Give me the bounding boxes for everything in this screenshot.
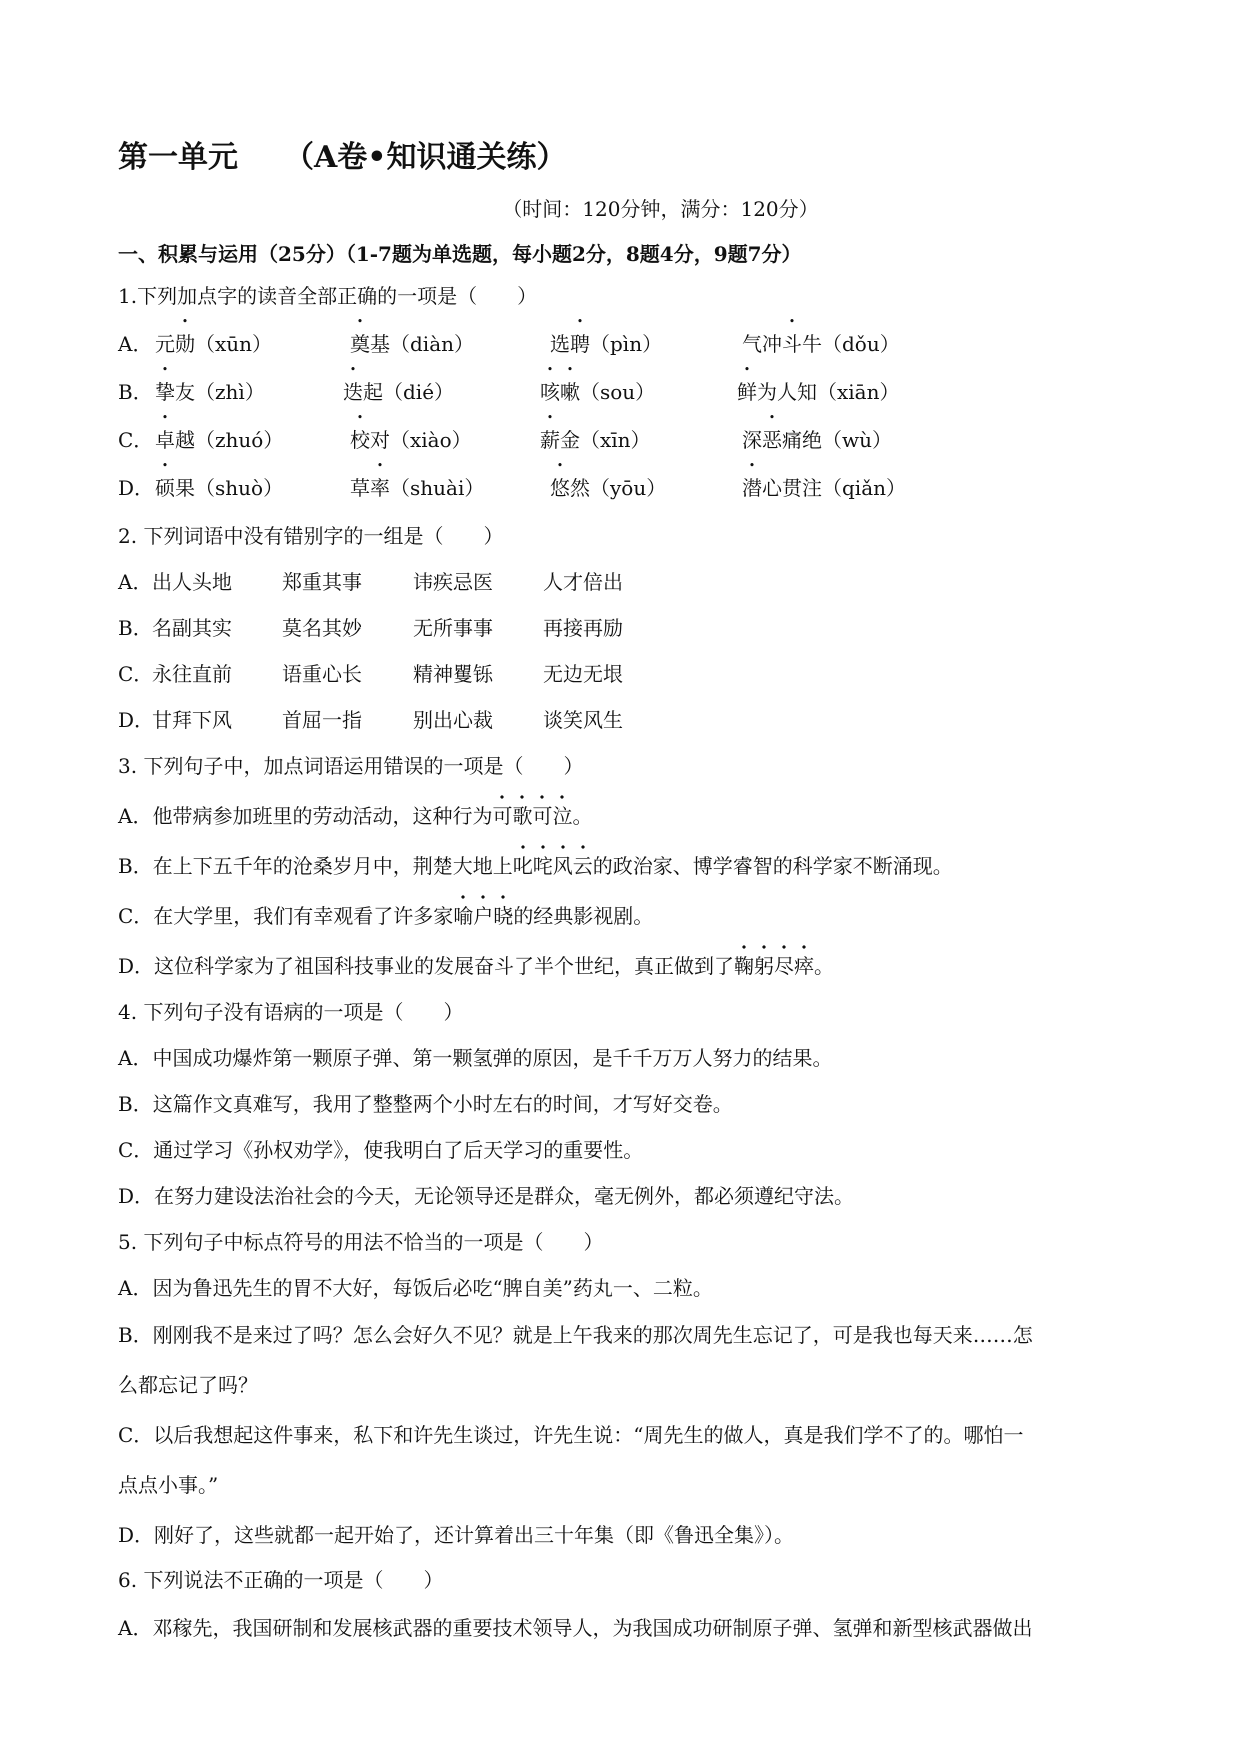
word: 精神矍铄 <box>413 662 493 686</box>
option-item: 元勋（xūn） <box>155 332 273 356</box>
option-item: 潜心贯注（qiǎn） <box>742 476 907 500</box>
word: 语重心长 <box>282 662 362 686</box>
question-6-stem: 6. 下列说法不正确的一项是（ ） <box>118 1568 444 1592</box>
question-6-option-a-line1: A．邓稼先，我国研制和发展核武器的重要技术领导人，为我国成功研制原子弹、氢弹和新型核武器做出 <box>118 1616 1033 1640</box>
question-5-stem: 5. 下列句子中标点符号的用法不恰当的一项是（ ） <box>118 1230 604 1254</box>
option-item: 挚友（zhì） <box>155 380 265 404</box>
option-item: 鲜为人知（xiān） <box>737 380 900 404</box>
question-2-stem: 2. 下列词语中没有错别字的一组是（ ） <box>118 524 504 548</box>
word: 甘拜下风 <box>152 708 232 732</box>
option-item: 迭起（dié） <box>343 380 455 404</box>
time-score-info: （时间：120分钟，满分：120分） <box>502 197 819 221</box>
word: 永往直前 <box>152 662 232 686</box>
option-letter: D． <box>118 708 155 732</box>
option-letter: D． <box>118 476 155 500</box>
unit-title: 第一单元 <box>118 140 238 175</box>
word: 莫名其妙 <box>282 616 362 640</box>
question-5-option-c-line2: 点点小事。” <box>118 1473 219 1497</box>
word: 名副其实 <box>152 616 232 640</box>
word: 无边无垠 <box>543 662 623 686</box>
word: 再接再励 <box>543 616 623 640</box>
option-item: 薪金（xīn） <box>540 428 651 452</box>
question-3-option-d: D．这位科学家为了祖国科技事业的发展奋斗了半个世纪，真正做到了鞠躬尽瘁。 <box>118 952 834 980</box>
question-3-option-c: C．在大学里，我们有幸观看了许多家喻户晓的经典影视剧。 <box>118 902 653 930</box>
word: 首屈一指 <box>282 708 362 732</box>
question-5-option-b-line2: 么都忘记了吗？ <box>118 1373 258 1397</box>
question-4-option-c: C．通过学习《孙权劝学》，使我明白了后天学习的重要性。 <box>118 1138 644 1162</box>
option-letter: C． <box>118 428 154 452</box>
question-3-option-a: A．他带病参加班里的劳动活动，这种行为可歌可泣。 <box>118 802 592 830</box>
option-item: 咳嗽（sou） <box>540 380 656 404</box>
question-5-option-d: D．刚好了，这些就都一起开始了，还计算着出三十年集（即《鲁迅全集》）。 <box>118 1523 795 1547</box>
section-heading: 一、积累与运用（25分）（1-7题为单选题，每小题2分，8题4分，9题7分） <box>118 242 802 266</box>
word: 人才倍出 <box>543 570 623 594</box>
page-title <box>118 132 566 176</box>
option-item: 深恶痛绝（wù） <box>742 428 892 452</box>
word: 郑重其事 <box>282 570 362 594</box>
question-4-option-d: D．在努力建设法治社会的今天，无论领导还是群众，毫无例外，都必须遵纪守法。 <box>118 1184 855 1208</box>
question-5-option-a: A．因为鲁迅先生的胃不大好，每饭后必吃“脾自美”药丸一、二粒。 <box>118 1276 713 1300</box>
option-letter: A． <box>118 332 153 356</box>
option-letter: B． <box>118 380 153 404</box>
word: 讳疾忌医 <box>413 570 493 594</box>
question-1-stem: 1.下列加点字的读音全部正确的一项是（ ） <box>118 284 538 308</box>
paper-subtitle: （A卷•知识通关练） <box>284 140 567 175</box>
option-letter: C． <box>118 662 154 686</box>
word: 出人头地 <box>152 570 232 594</box>
word: 别出心裁 <box>413 708 493 732</box>
word: 无所事事 <box>413 616 493 640</box>
option-item: 选聘（pìn） <box>550 332 663 356</box>
question-4-option-a: A．中国成功爆炸第一颗原子弹、第一颗氢弹的原因，是千千万万人努力的结果。 <box>118 1046 833 1070</box>
question-3-option-b: B．在上下五千年的沧桑岁月中，荆楚大地上叱咤风云的政治家、博学睿智的科学家不断涌现。 <box>118 852 953 880</box>
option-item: 硕果（shuò） <box>155 476 284 500</box>
question-5-option-c-line1: C．以后我想起这件事来，私下和许先生谈过，许先生说：“周先生的做人，真是我们学不了的。哪怕一 <box>118 1423 1024 1447</box>
option-item: 气冲斗牛（dǒu） <box>742 332 900 356</box>
option-item: 校对（xiào） <box>350 428 472 452</box>
word: 谈笑风生 <box>543 708 623 732</box>
question-5-option-b-line1: B．刚刚我不是来过了吗？怎么会好久不见？就是上午我来的那次周先生忘记了，可是我也每天来……怎 <box>118 1323 1033 1347</box>
option-item: 奠基（diàn） <box>350 332 475 356</box>
question-4-stem: 4. 下列句子没有语病的一项是（ ） <box>118 1000 464 1024</box>
question-3-stem: 3. 下列句子中，加点词语运用错误的一项是（ ） <box>118 754 584 778</box>
question-4-option-b: B．这篇作文真难写，我用了整整两个小时左右的时间，才写好交卷。 <box>118 1092 733 1116</box>
option-letter: B． <box>118 616 153 640</box>
option-item: 悠然（yōu） <box>550 476 667 500</box>
option-letter: A． <box>118 570 153 594</box>
option-item: 卓越（zhuó） <box>155 428 284 452</box>
option-item: 草率（shuài） <box>350 476 485 500</box>
